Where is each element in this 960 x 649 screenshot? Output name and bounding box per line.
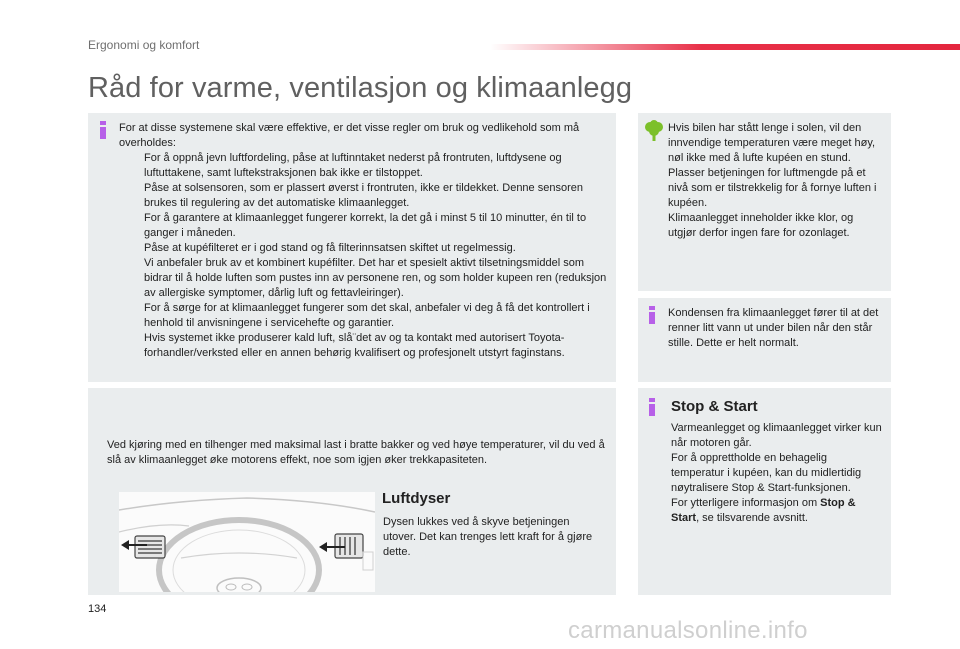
- main-intro-text: For at disse systemene skal være effektive, er det visse regler om bruk og vedlikehold som må overholdes:: [119, 122, 580, 149]
- list-item: For å oppnå jevn luftfordeling, påse at luftinntaket nederst på frontruten, luftdysene og luftuttakene, samt luftekstraksjonen bak ikke er tilstoppet.: [144, 152, 562, 179]
- info-icon: [99, 121, 107, 139]
- eco-tree-icon: [644, 120, 664, 142]
- maintenance-bullet-list: [119, 151, 609, 361]
- air-vent-illustration: [119, 492, 375, 592]
- list-item: For å garantere at klimaanlegget fungerer korrekt, la det gå i minst 5 til 10 minutter, én til to ganger i måneden.: [144, 212, 587, 239]
- luftdyser-heading: Luftdyser: [382, 490, 451, 507]
- watermark: carmanualsonline.info: [568, 617, 808, 644]
- luftdyser-text: Dysen lukkes ved å skyve betjeningen utover. Det kan trenges lett kraft for å gjøre dette.: [383, 516, 593, 558]
- list-item: Hvis systemet ikke produserer kald luft, slå¨det av og ta kontakt med autorisert Toyota-forhandler/verksted eller en annen behørig kvalifisert og profesjonelt utstyrt faginstans.: [144, 332, 565, 359]
- page-title: Råd for varme, ventilasjon og klimaanlegg: [88, 72, 633, 104]
- sun-tip-text: Hvis bilen har stått lenge i solen, vil den innvendige temperaturen være meget høy, nøl ikke med å lufte kupéen en stund. Plasser betjeningen for luftmengde på et nivå som er tilstrekkelig for å fornye luften i kupéen. Klimaanlegget inneholder ikke klor, og utgjør derfor ingen fare for ozonlaget.: [668, 122, 877, 239]
- list-item: Påse at solsensoren, som er plassert øverst i frontruten, ikke er tildekket. Denne sensoren brukes til regulering av det automatiske klimaanlegget.: [144, 182, 583, 209]
- stop-start-heading: Stop & Start: [671, 398, 758, 415]
- panel-divider: [88, 382, 616, 388]
- section-label: Ergonomi og komfort: [88, 38, 200, 52]
- header-accent-bar: [490, 44, 960, 50]
- trailer-text: Ved kjøring med en tilhenger med maksimal last i bratte bakker og ved høye temperaturer, vil du ved å slå av klimaanlegget øke motorens effekt, noe som igjen øker trekkapasiteten.: [107, 439, 605, 466]
- stop-start-text: Varmeanlegget og klimaanlegget virker kun når motoren går. For å opprettholde en behagelig temperatur i kupéen, kan du midlertidig nøytralisere Stop & Start-funksjonen. For ytterligere informasjon om Stop & Start, se tilsvarende avsnitt.: [671, 422, 882, 524]
- info-icon: [648, 398, 656, 416]
- list-item: Påse at kupéfilteret er i god stand og få filterinnsatsen skiftet ut regelmessig. Vi anbefaler bruk av et kombinert kupéfilter. Det har et spesielt aktivt tilsetningsmiddel som bidrar til å holde luften som pustes inn av personene ren, og som holder kupeen ren (reduksjon av allergiske symptomer, dårlig luft og fettavleiringer).: [119, 241, 609, 301]
- page-number: 134: [88, 603, 107, 615]
- list-item: For å sørge for at klimaanlegget fungerer som det skal, anbefaler vi deg å få det kontrollert i henhold til anvisningene i servicehefte og garantier.: [144, 302, 590, 329]
- condensation-text: Kondensen fra klimaanlegget fører til at det renner litt vann ut under bilen når den står stille. Dette er helt normalt.: [668, 307, 879, 349]
- info-icon: [648, 306, 656, 324]
- filter-recommendation: Vi anbefaler bruk av et kombinert kupéfilter. Det har et spesielt aktivt tilsetningsmiddel som bidrar til å holde luften som pustes inn av personene ren, og som holder kupeen ren (reduksjon av allergiske symptomer, dårlig luft og fettavleiringer).: [144, 257, 607, 299]
